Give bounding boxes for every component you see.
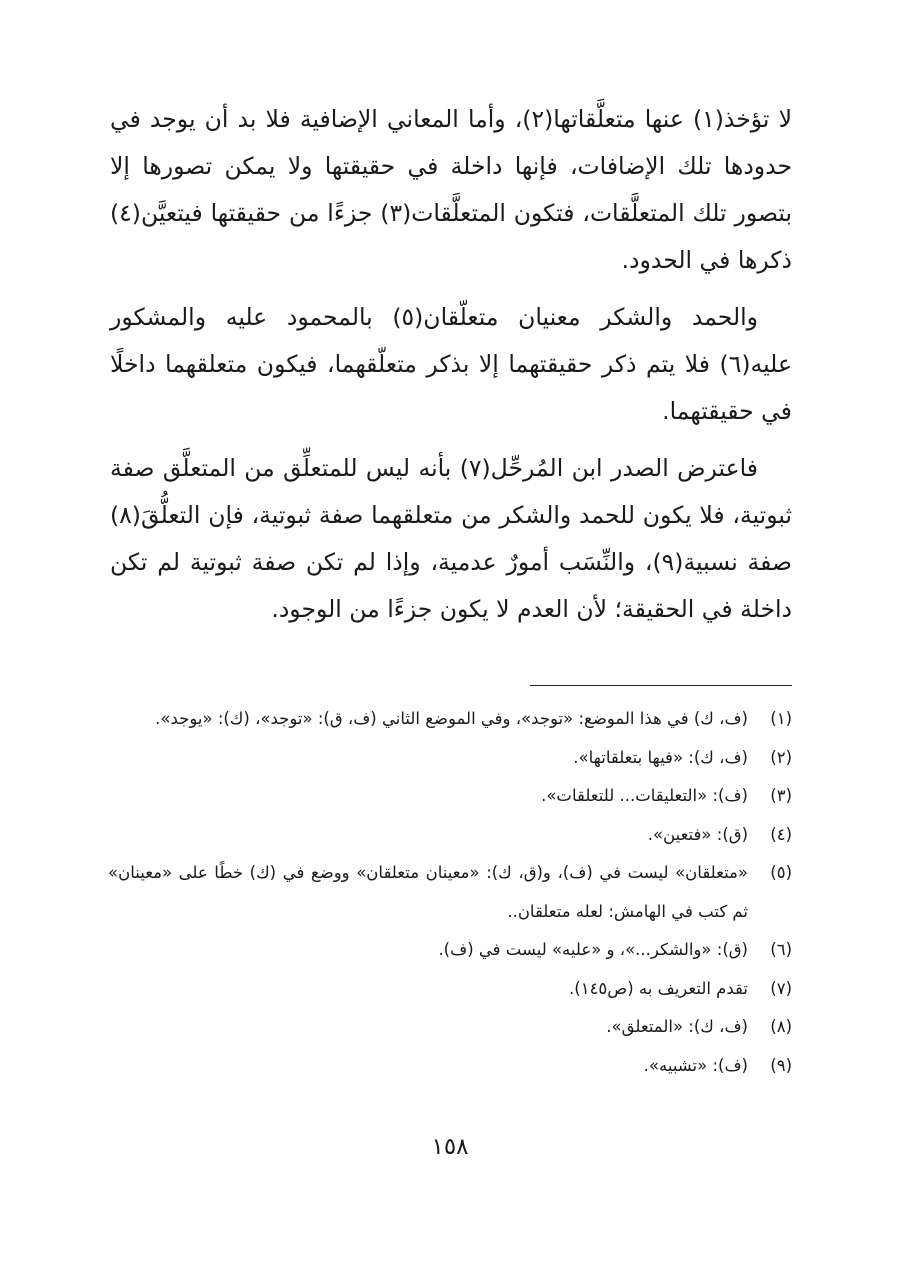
footnote-number: (٤): [770, 824, 792, 844]
paragraph-3: فاعترض الصدر ابن المُرحِّل(٧) بأنه ليس للمتعلِّق من المتعلَّق صفة ثبوتية، فلا يكون للحمد والشكر من متعلقهما صفة ثبوتية، فإن التعلُّقَ(٨) صفة نسبية(٩)، والنِّسَب أمورٌ عدمية، وإذا لم تكن صفة ثبوتية لم تكن داخلة في الحقيقة؛ لأن العدم لا يكون جزءًا من الوجود.: [110, 454, 792, 623]
footnotes-list: [108, 700, 792, 1085]
main-text: [110, 96, 792, 643]
footnote-text: (ف): «تشبيه».: [643, 1055, 748, 1075]
footnote-number: (١): [770, 709, 792, 728]
footnote-5: [108, 854, 792, 931]
paragraph-2: والحمد والشكر معنيان متعلّقان(٥) بالمحمود عليه والمشكور عليه(٦) فلا يتم ذكر حقيقتهما إلا بذكر متعلّقهما، فيكون متعلقهما داخلًا في حقيقتهما.: [110, 303, 792, 425]
footnote-text: (ف، ك) في هذا الموضع: «توجد»، وفي الموضع الثاني (ف، ق): «توجد»، (ك): «يوجد».: [155, 709, 748, 728]
page-number: ١٥٨: [431, 1134, 469, 1160]
footnote-number: (٣): [770, 786, 792, 805]
footnote-number: (٢): [770, 747, 792, 767]
footnote-text: (ف): «التعليقات... للتعلقات».: [541, 786, 748, 805]
footnote-number: (٧): [770, 978, 792, 998]
footnote-text: (ف، ك): «فيها بتعلقاتها».: [573, 747, 748, 767]
footnote-4: [108, 816, 792, 855]
footnote-number: (٥): [770, 863, 792, 882]
footnote-text: «متعلقان» ليست في (ف)، و(ق، ك): «معينان متعلقان» ووضع في (ك) خطًا على «معينان» ثم كتب في الهامش: لعله متعلقان..: [108, 863, 748, 921]
footnote-text: تقدم التعريف به (ص١٤٥).: [569, 978, 748, 998]
footnote-number: (٦): [770, 940, 792, 959]
footnote-number: (٩): [770, 1055, 792, 1075]
footnote-divider: [530, 685, 792, 686]
footnote-text: (ق): «فتعين».: [647, 824, 748, 844]
footnote-text: (ق): «والشكر...»، و «عليه» ليست في (ف).: [438, 940, 748, 959]
footnote-7: [108, 970, 792, 1009]
footnote-9: [108, 1047, 792, 1086]
footnote-2: [108, 739, 792, 778]
footnote-number: (٨): [770, 1017, 792, 1036]
footnote-1: [108, 700, 792, 739]
paragraph-1: لا تؤخذ(١) عنها متعلَّقاتها(٢)، وأما المعاني الإضافية فلا بد أن يوجد في حدودها تلك الإضافات، فإنها داخلة في حقيقتها ولا يمكن تصورها إلا بتصور تلك المتعلَّقات، فتكون المتعلَّقات(٣) جزءًا من حقيقتها فيتعيَّن(٤) ذكرها في الحدود.: [110, 105, 792, 274]
footnote-6: [108, 931, 792, 970]
footnote-3: [108, 777, 792, 816]
footnote-8: [108, 1008, 792, 1047]
footnote-text: (ف، ك): «المتعلق».: [606, 1017, 748, 1036]
